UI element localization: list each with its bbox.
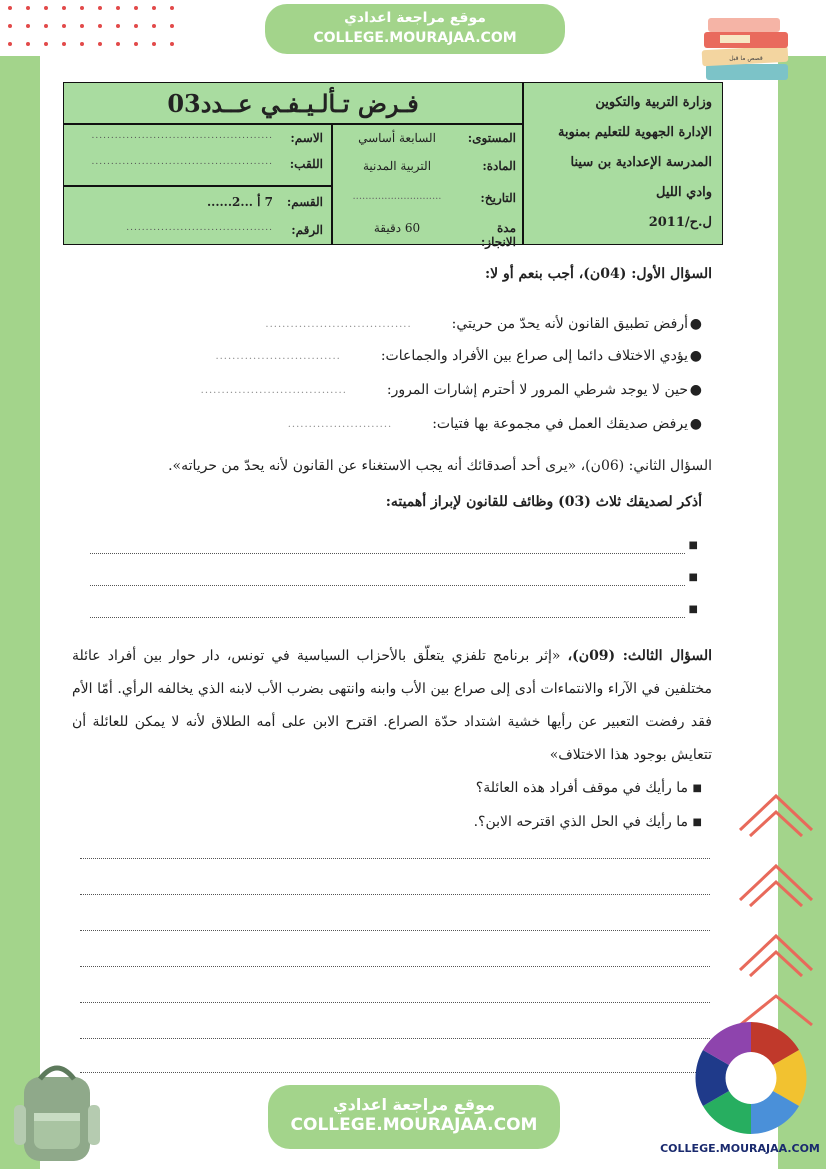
dot-decoration — [98, 42, 102, 46]
book-label: قصص ما قبل — [729, 55, 763, 62]
chevrons-icon — [734, 790, 818, 1030]
city-line: وادي الليل — [655, 185, 712, 200]
dot-decoration — [116, 6, 120, 10]
dot-decoration — [80, 24, 84, 28]
q1-answer-blank[interactable]: ................................... — [200, 384, 347, 396]
dot-decoration — [170, 6, 174, 10]
answer-line[interactable] — [80, 966, 710, 967]
number-field[interactable]: ...................................... — [126, 223, 273, 233]
square-bullet-icon: ■ — [688, 604, 698, 615]
dot-decoration — [134, 42, 138, 46]
class-field[interactable]: 7 أ ...2...... — [206, 195, 273, 209]
name-label: الاسم: — [290, 131, 323, 145]
square-bullet-icon: ■ — [688, 540, 698, 551]
q1-answer-blank[interactable]: .............................. — [215, 350, 341, 362]
dot-decoration — [8, 6, 12, 10]
school-info — [524, 83, 722, 244]
exam-details — [333, 125, 522, 249]
surname-label: اللقب: — [289, 157, 323, 171]
level-value: السابعة أساسي — [358, 131, 436, 145]
dot-decoration — [170, 42, 174, 46]
dot-decoration — [44, 24, 48, 28]
question-3-title: السؤال الثالث: (09ن)، — [567, 648, 713, 664]
q3-item — [82, 780, 702, 796]
left-border — [0, 0, 40, 1169]
watermark-site-name: موقع مراجعة اعدادي — [332, 1095, 496, 1114]
dot-decoration — [62, 42, 66, 46]
subject-value: التربية المدنية — [362, 159, 432, 173]
answer-line[interactable] — [80, 1072, 710, 1073]
answer-line[interactable] — [80, 858, 710, 859]
dot-decoration — [8, 42, 12, 46]
decorative-dots — [8, 6, 198, 56]
answer-line[interactable] — [80, 1002, 710, 1003]
dot-decoration — [26, 42, 30, 46]
answer-line[interactable] — [80, 930, 710, 931]
exam-header-table — [63, 82, 723, 249]
dot-decoration — [116, 42, 120, 46]
student-identity — [64, 125, 331, 185]
q3-question: ما رأيك في الحل الذي اقترحه الابن؟. — [473, 814, 688, 830]
dot-decoration — [80, 42, 84, 46]
college-logo-label: COLLEGE.MOURAJAA.COM — [660, 1142, 820, 1155]
dot-decoration — [134, 6, 138, 10]
dot-decoration — [44, 42, 48, 46]
dot-decoration — [26, 24, 30, 28]
subject-label: المادة: — [482, 159, 516, 173]
q1-answer-blank[interactable]: ......................... — [287, 418, 393, 430]
student-class — [64, 187, 331, 244]
dot-decoration — [98, 24, 102, 28]
bullet-icon: ● — [689, 416, 702, 432]
watermark-url: COLLEGE.MOURAJAA.COM — [313, 30, 517, 46]
bullet-icon: ● — [689, 316, 702, 332]
watermark-url: COLLEGE.MOURAJAA.COM — [290, 1115, 538, 1135]
dot-decoration — [80, 6, 84, 10]
backpack-icon — [10, 1055, 105, 1165]
dot-decoration — [134, 24, 138, 28]
dot-decoration — [116, 24, 120, 28]
duration-label: مدة الانجاز: — [480, 221, 516, 249]
class-label: القسم: — [286, 195, 323, 209]
surname-field[interactable]: ............................................... — [91, 157, 273, 167]
answer-line[interactable] — [90, 617, 685, 618]
watermark-banner-top[interactable] — [265, 4, 565, 54]
bullet-icon: ● — [689, 382, 702, 398]
q3-item — [82, 814, 702, 830]
date-value: ............................ — [352, 191, 442, 202]
level-label: المستوى: — [467, 131, 516, 145]
watermark-site-name: موقع مراجعة اعدادي — [344, 10, 486, 26]
square-bullet-icon: ■ — [692, 816, 702, 828]
answer-line[interactable] — [90, 585, 685, 586]
q1-item — [82, 382, 702, 398]
q1-item — [82, 348, 702, 364]
dot-decoration — [152, 24, 156, 28]
dot-decoration — [62, 24, 66, 28]
question-1-title: السؤال الأول: (04ن)، أجب بنعم أو لا: — [485, 266, 712, 282]
answer-line[interactable] — [90, 553, 685, 554]
dot-decoration — [62, 6, 66, 10]
dot-decoration — [152, 42, 156, 46]
answer-line[interactable] — [80, 894, 710, 895]
q1-item — [82, 316, 702, 332]
number-label: الرقم: — [291, 223, 323, 237]
dot-decoration — [170, 24, 174, 28]
dot-decoration — [8, 24, 12, 28]
q1-item-text: أرفض تطبيق القانون لأنه يحدّ من حريتي: — [451, 316, 688, 332]
dot-decoration — [98, 6, 102, 10]
q1-item-text: يؤدي الاختلاف دائما إلى صراع بين الأفراد والجماعات: — [380, 348, 688, 364]
watermark-banner-bottom[interactable] — [268, 1085, 560, 1149]
q1-item-text: يرفض صديقك العمل في مجموعة بها فتيات: — [432, 416, 688, 432]
question-2-subtitle: أذكر لصديقك ثلاث (03) وظائف للقانون لإبراز أهميته: — [385, 494, 702, 510]
bullet-icon: ● — [689, 348, 702, 364]
q1-item — [82, 416, 702, 432]
dot-decoration — [152, 6, 156, 10]
question-3-paragraph — [72, 640, 712, 772]
answer-line[interactable] — [80, 1038, 710, 1039]
teacher-year-line: ل.ح/2011 — [648, 215, 712, 230]
square-bullet-icon: ■ — [692, 782, 702, 794]
dot-decoration — [44, 6, 48, 10]
dot-decoration — [26, 6, 30, 10]
duration-value: 60 دقيقة — [373, 221, 421, 235]
square-bullet-icon: ■ — [688, 572, 698, 583]
exam-title: فـرض تـألـيـفـي عــدد03 — [167, 88, 419, 118]
question-2-title: السؤال الثاني: (06ن)، «يرى أحد أصدقائك أنه يجب الاستغناء عن القانون لأنه يحدّ من حرياته». — [168, 458, 712, 474]
q1-answer-blank[interactable]: ................................... — [265, 318, 412, 330]
question-3-text: «إثر برنامج تلفزي يتعلّق بالأحزاب السياسية في تونس، دار حوار بين أفراد عائلة مختلفين في الآراء والانتماءات أدى إلى صراع بين الأب وابنه وانتهى بضرب الأب لابنه الذي يخالفه الرأي. أمّا الأم فقد رفضت التعبير عن رأيها خشية اشتداد حدّة الصراع. اقترح الابن على أمه الطلاق لأنه لا يمكن للعائلة أن تتعايش بوجود هذا الاختلاف» — [72, 648, 712, 763]
date-label: التاريخ: — [480, 191, 516, 205]
name-field[interactable]: ............................................... — [91, 131, 273, 141]
q1-item-text: حين لا يوجد شرطي المرور لا أحترم إشارات المرور: — [386, 382, 688, 398]
region-line: الإدارة الجهوية للتعليم بمنوبة — [557, 125, 712, 140]
ministry-line: وزارة التربية والتكوين — [595, 95, 712, 110]
college-logo-icon — [693, 1020, 809, 1136]
q3-question: ما رأيك في موقف أفراد هذه العائلة؟ — [475, 780, 688, 796]
school-line: المدرسة الإعدادية بن سينا — [570, 155, 712, 170]
